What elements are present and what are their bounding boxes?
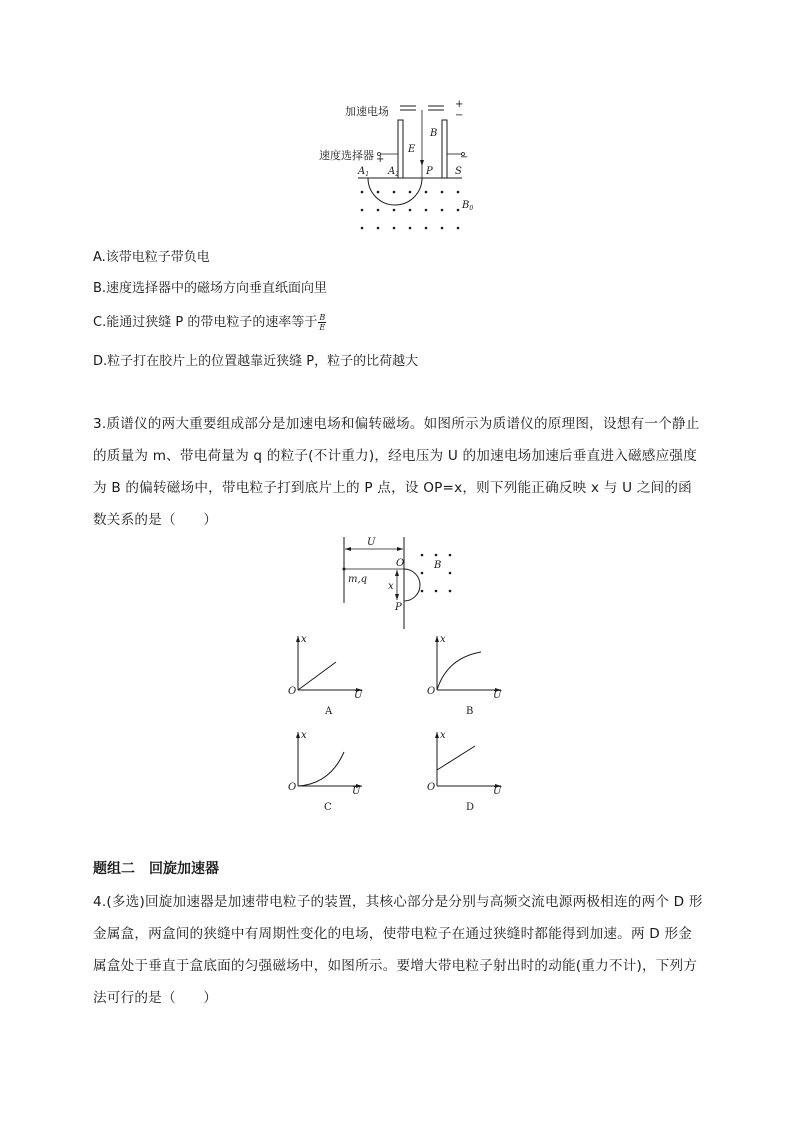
question-3-text: 3.质谱仪的两大重要组成部分是加速电场和偏转磁场。如图所示为质谱仪的原理图，设想有一个静止的质量为 m、带电荷量为 q 的粒子(不计重力)，经电压为 U 的加速电场加速后垂直进入磁感应强度为 B 的偏转磁场中，带电粒子打到底片上的 P 点，设 OP=x，则下列能正确反映 x 与 U 之间的函数关系的是（ ） (93, 416, 700, 528)
fig2-label-U: U (367, 537, 376, 548)
graph-d-origin: O (427, 782, 436, 793)
fig2-label-x: x (388, 581, 394, 592)
option-d: D.粒子打在胶片上的位置越靠近狭缝 P，粒子的比荷越大 (93, 354, 419, 369)
graph-b-x-label: U (493, 690, 502, 698)
principle-figure (340, 533, 470, 633)
plus-sign-top: + (455, 99, 464, 110)
graph-d-caption: D (466, 802, 475, 813)
graph-b-caption: B (466, 706, 474, 717)
label-P: P (426, 166, 433, 177)
fig2-label-O: O (396, 558, 405, 569)
label-B0: $B_0$ (462, 200, 474, 212)
fraction-b-over-e: $\frac{B}{E}$ (319, 313, 326, 332)
graph-a (286, 632, 366, 698)
graph-b (425, 632, 507, 698)
graph-b-origin: O (427, 686, 436, 697)
graph-a-x-label: U (354, 690, 363, 698)
graph-a-caption: A (325, 706, 333, 717)
minus-sign-top: − (455, 110, 464, 121)
fig2-label-P: P (395, 602, 402, 613)
label-A1: $A_1$ (358, 166, 370, 178)
graph-d (425, 728, 507, 794)
graph-a-origin: O (288, 686, 297, 697)
graph-a-y-label: x (301, 634, 307, 645)
graph-c (286, 728, 366, 794)
fig2-label-B: B (434, 560, 442, 571)
option-c-text: C.能通过狭缝 P 的带电粒子的速率等于 (93, 315, 318, 330)
minus-sign-selector: − (460, 152, 469, 163)
option-b: B.速度选择器中的磁场方向垂直纸面向里 (93, 281, 328, 296)
mass-spectrometer-figure (310, 96, 490, 236)
label-E: E (408, 144, 416, 155)
plus-sign-selector: + (376, 154, 385, 165)
label-velocity-selector: 速度选择器 (319, 149, 374, 162)
graph-d-x-label: U (493, 786, 502, 794)
graph-d-y-label: x (440, 730, 446, 741)
graph-c-caption: C (324, 802, 332, 813)
fig2-label-mq: m,q (348, 574, 368, 585)
option-c (93, 313, 326, 332)
question-4-text: 4.(多选)回旋加速器是加速带电粒子的装置，其核心部分是分别与高频交流电源两极相连的两个 D 形金属盒，两盒间的狭缝中有周期性变化的电场，使带电粒子在通过狭缝时都能得到加速。两 D 形金属盒处于垂直于盒底面的匀强磁场中，如图所示。要增大带电粒子射出时的动能(重力不计)，下列方法可行的是（ ） (93, 894, 703, 1006)
graph-c-x-label: U (352, 786, 361, 794)
section-title: 题组二 回旋加速器 (93, 861, 219, 877)
label-accel-field: 加速电场 (345, 105, 389, 118)
label-S: S (455, 166, 462, 177)
graph-c-origin: O (288, 782, 297, 793)
graph-b-y-label: x (440, 634, 446, 645)
graph-c-y-label: x (301, 730, 307, 741)
label-A2: $A_2$ (388, 166, 400, 178)
option-a: A.该带电粒子带负电 (93, 250, 210, 265)
label-B: B (430, 128, 438, 139)
